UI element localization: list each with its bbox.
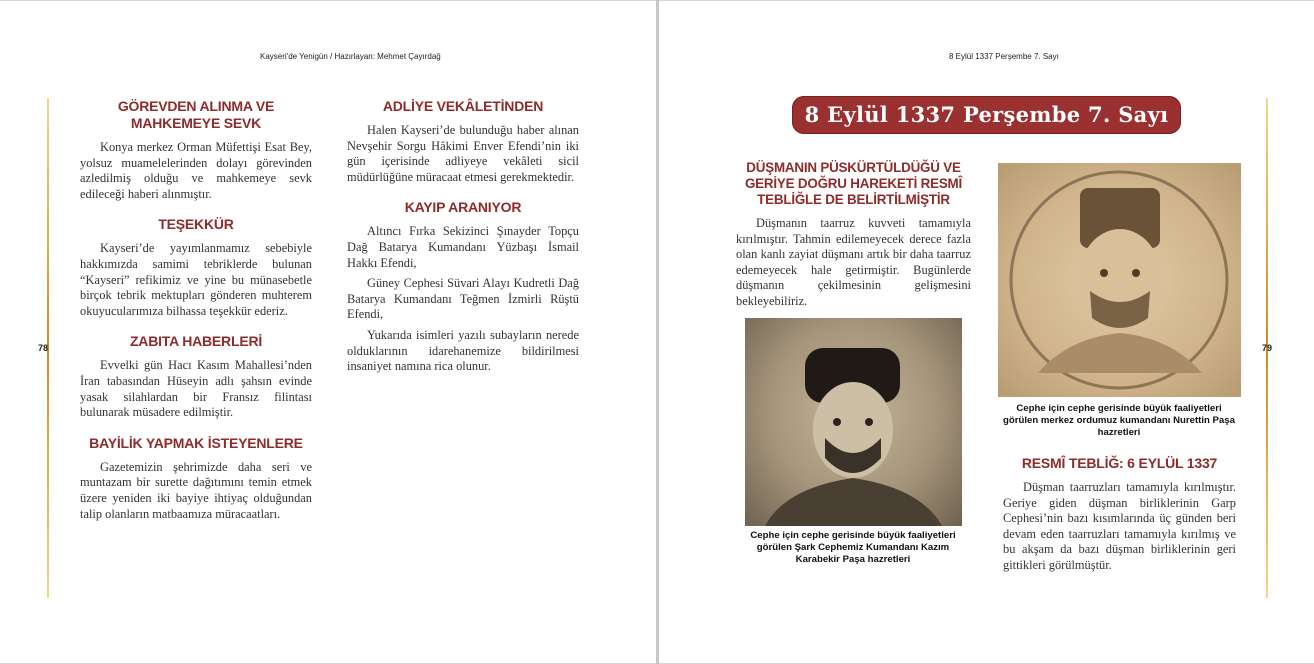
article-paragraph: Gazetemizin şehrimizde daha seri ve muntazam bir surette dağıtımını temin etmek üzere yeniden iki bayiye ihtiyaç olduğundan talip olanların matbaamıza müracaatları. xyxy=(80,459,312,521)
article-kayip xyxy=(347,199,579,374)
photo-caption-right: Cephe için cephe gerisinde büyük faaliyetleri görülen merkez ordumuz kumandanı Nurettin Paşa hazretleri xyxy=(1003,403,1235,438)
portrait-illustration xyxy=(998,163,1241,397)
portrait-illustration xyxy=(745,318,962,526)
article-gorevden xyxy=(80,98,312,202)
article-paragraph: Düşman taarruzları tamamıyla kırılmıştır. Geriye giden düşman birliklerinin Garp Cephesi’nin bazı kısımlarında üç günden beri devam eden taarruzları tamamıyla kırılmış ve bu akşam da bazı düşman birliklerinin geri gittikleri görülmüştür. xyxy=(1003,480,1236,572)
left-column-2 xyxy=(347,98,579,389)
article-paragraph: Güney Cephesi Süvari Alayı Kudretli Dağ Batarya Kumandanı Teğmen İzmirli Rüştü Efendi, xyxy=(347,276,579,322)
portrait-photo-kazim-karabekir xyxy=(745,318,962,526)
article-paragraph: Düşmanın taarruz kuvveti tamamıyla kırılmıştır. Tahmin edilemeyecek derece fazla olan kanlı zayiat düşmanı artık bir daha taarruz edemeyecek hale getirmiştir. Bugünlerde düşmanın çekilmesinin gelişmesini bekleyebiliriz. xyxy=(736,216,971,308)
article-heading: ADLİYE VEKÂLETİNDEN xyxy=(382,98,544,114)
article-heading: TEŞEKKÜR xyxy=(158,216,234,233)
right-article-2 xyxy=(1003,455,1236,579)
article-paragraph: Halen Kayseri’de bulunduğu haber alınan Nevşehir Sorgu Hâkimi Enver Efendi’nin iki gün içerisinde adliyeye vekâleti sicil müdürlüğüne müracaat etmesi gerekmektedir. xyxy=(347,123,579,184)
article-adliye xyxy=(347,98,579,185)
article-paragraph: Evvelki gün Hacı Kasım Mahallesi’nden İran tabasından Hüseyin adlı şahsın evinde yasak silahlardan bir Fransız filintası bulunarak müsadere edilmiştir. xyxy=(80,358,312,420)
article-heading: GÖREVDEN ALINMA VE MAHKEMEYE SEVK xyxy=(117,98,275,131)
article-paragraph: Kayseri’de yayımlanmamız sebebiyle hakkımızda samimi tebriklerde bulunan “Kayseri” refikimiz ve yine bu münasebetle birçok tebrik mektupları gönderen muhterem okuyucularımıza bilhassa teşekkür ederiz. xyxy=(80,241,312,318)
article-tesekkur xyxy=(80,216,312,319)
article-heading: BAYİLİK YAPMAK İSTEYENLERE xyxy=(89,434,303,451)
left-running-head: Kayseri'de Yenigün / Hazırlayan: Mehmet Çayırdağ xyxy=(260,52,441,61)
right-article-1 xyxy=(736,160,971,315)
article-heading: RESMÎ TEBLİĞ: 6 EYLÜL 1337 xyxy=(1021,455,1218,471)
issue-title-badge: 8 Eylül 1337 Perşembe 7. Sayı xyxy=(792,96,1181,134)
article-heading: DÜŞMANIN PÜSKÜRTÜLDÜĞÜ VE GERİYE DOĞRU HAREKETİ RESMÎ TEBLİĞLE DE BELİRTİLMİŞTİR xyxy=(744,160,963,207)
right-running-head: 8 Eylül 1337 Perşembe 7. Sayı xyxy=(949,52,1059,61)
article-zabita xyxy=(80,333,312,420)
article-heading: ZABITA HABERLERİ xyxy=(129,333,263,350)
article-paragraph: Altıncı Fırka Sekizinci Şınayder Topçu Dağ Batarya Kumandanı Yüzbaşı İsmail Hakkı Efendi, xyxy=(347,224,579,270)
article-heading: KAYIP ARANIYOR xyxy=(404,199,522,216)
portrait-photo-nurettin-pasa xyxy=(998,163,1241,397)
photo-caption-left: Cephe için cephe gerisinde büyük faaliyetleri görülen Şark Cephemiz Kumandanı Kazım Karabekir Paşa hazretleri xyxy=(750,530,956,565)
article-paragraph: Yukarıda isimleri yazılı subayların nerede olduklarının idarehanemize bildirilmesi insaniyet namına rica olunur. xyxy=(347,327,579,374)
left-page-number: 78 xyxy=(38,343,49,353)
article-paragraph: Konya merkez Orman Müfettişi Esat Bey, yolsuz muamelelerinden dolayı görevinden azledilmiş olduğu ve mahkemeye sevk edileceği haberi alınmıştır. xyxy=(80,140,312,201)
article-bayilik xyxy=(80,435,312,522)
right-page-number: 79 xyxy=(1262,343,1273,353)
book-spine xyxy=(656,0,659,664)
left-column-1 xyxy=(80,98,312,536)
